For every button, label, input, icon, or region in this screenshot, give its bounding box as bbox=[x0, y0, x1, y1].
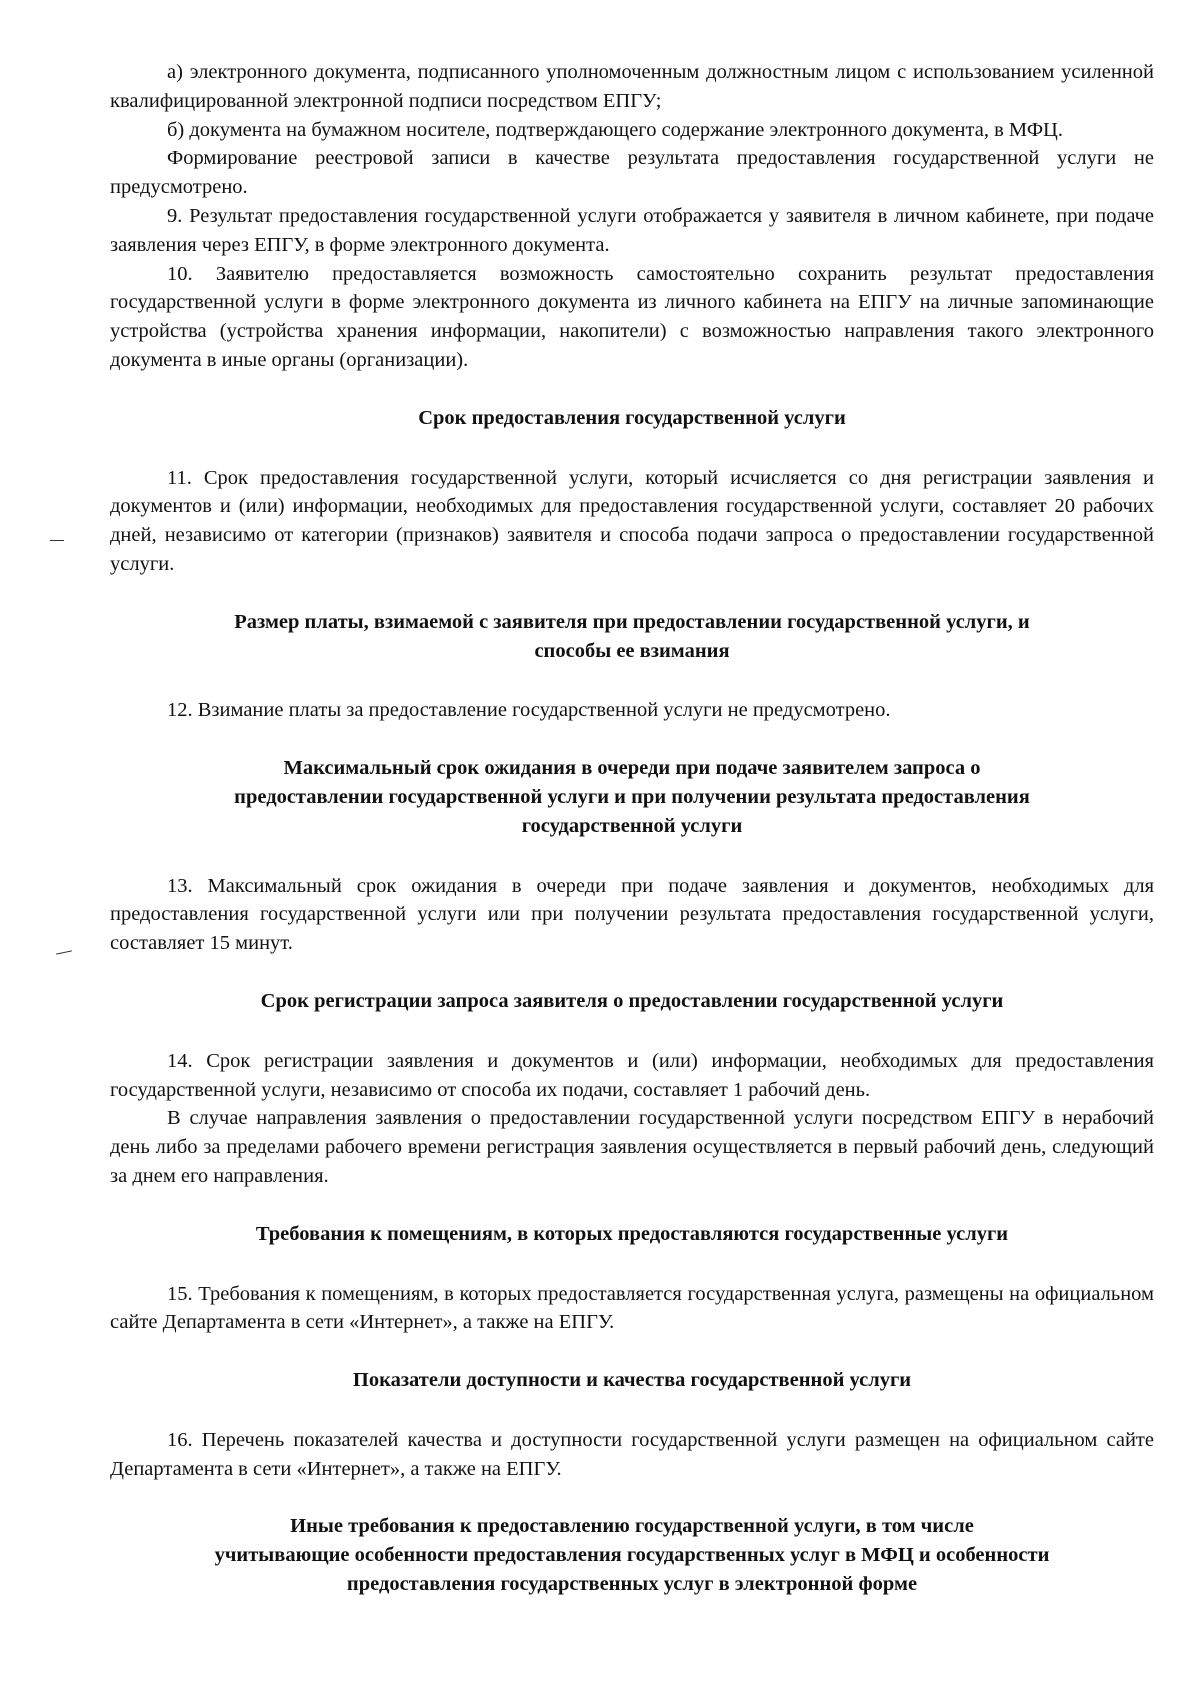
heading-queue-line: Максимальный срок ожидания в очереди при подаче заявителем запроса о bbox=[283, 757, 981, 780]
heading-service-term: Срок предоставления государственной услуги bbox=[418, 406, 846, 429]
heading-fee-line: Размер платы, взимаемой с заявителя при предоставлении государственной услуги, и bbox=[234, 610, 1030, 633]
heading-queue-line: государственной услуги bbox=[521, 814, 743, 837]
heading-other-requirements bbox=[110, 1512, 1154, 1598]
paragraph-9: 9. Результат предоставления государственной услуги отображается у заявителя в личном кабинете, при подаче заявления через ЕПГУ, в форме электронного документа. bbox=[110, 204, 1154, 256]
heading-other-line: Иные требования к предоставлению государственной услуги, в том числе bbox=[290, 1515, 974, 1538]
paragraph-15: 15. Требования к помещениям, в которых предоставляется государственная услуга, размещены на официальном сайте Департамента в сети «Интернет», а также на ЕПГУ. bbox=[110, 1282, 1154, 1334]
heading-other-line: учитывающие особенности предоставления государственных услуг в МФЦ и особенности bbox=[214, 1544, 1050, 1567]
scan-mark bbox=[56, 950, 72, 954]
paragraph-14-case: В случае направления заявления о предоставлении государственной услуги посредством ЕПГУ в нерабочий день либо за пределами рабочего времени регистрация заявления осуществляется в первый рабочий день, следующий за днем его направления. bbox=[110, 1107, 1154, 1187]
document-body bbox=[110, 58, 1154, 1599]
heading-quality: Показатели доступности и качества государственной услуги bbox=[352, 1369, 912, 1392]
heading-fee bbox=[110, 608, 1154, 666]
paragraph-13: 13. Максимальный срок ожидания в очереди при подаче заявления и документов, необходимых для предоставления государственной услуги или при получении результата предоставления государственной услуги, составляет 15 минут. bbox=[110, 874, 1154, 955]
paragraph-16: 16. Перечень показателей качества и доступности государственной услуги размещен на официальном сайте Департамента в сети «Интернет», а также на ЕПГУ. bbox=[110, 1428, 1154, 1480]
heading-other-line: предоставления государственных услуг в электронной форме bbox=[346, 1573, 918, 1596]
heading-premises: Требования к помещениям, в которых предоставляются государственные услуги bbox=[255, 1222, 1009, 1245]
paragraph-10: 10. Заявителю предоставляется возможность самостоятельно сохранить результат предоставления государственной услуги в форме электронного документа из личного кабинета на ЕПГУ на личные запоминающие устройства (устройства хранения информации, накопители) с возможностью направления такого электронного документа в иные органы (организации). bbox=[110, 262, 1154, 371]
heading-queue-line: предоставлении государственной услуги и при получении результата предоставления bbox=[234, 785, 1030, 808]
heading-registration-term: Срок регистрации запроса заявителя о предоставлении государственной услуги bbox=[260, 989, 1004, 1012]
paragraph-12: 12. Взимание платы за предоставление государственной услуги не предусмотрено. bbox=[167, 699, 891, 722]
heading-queue bbox=[110, 754, 1154, 840]
heading-fee-line: способы ее взимания bbox=[534, 639, 730, 662]
scan-mark bbox=[50, 540, 64, 541]
paragraph-11: 11. Срок предоставления государственной услуги, который исчисляется со дня регистрации заявления и документов и (или) информации, необходимых для предоставления государственной услуги, составляет 20 рабочих дней, независимо от категории (признаков) заявителя и способа подачи запроса о предоставлении государственной услуги. bbox=[110, 466, 1154, 575]
paragraph-14: 14. Срок регистрации заявления и документов и (или) информации, необходимых для предоставления государственной услуги, независимо от способа их подачи, составляет 1 рабочий день. bbox=[110, 1049, 1154, 1101]
paragraph-registry-record: Формирование реестровой записи в качестве результата предоставления государственной услуги не предусмотрено. bbox=[110, 147, 1154, 199]
paragraph-a: а) электронного документа, подписанного уполномоченным должностным лицом с использованием усиленной квалифицированной электронной подписи посредством ЕПГУ; bbox=[110, 61, 1154, 112]
paragraph-b: б) документа на бумажном носителе, подтверждающего содержание электронного документа, в МФЦ. bbox=[167, 118, 1063, 141]
